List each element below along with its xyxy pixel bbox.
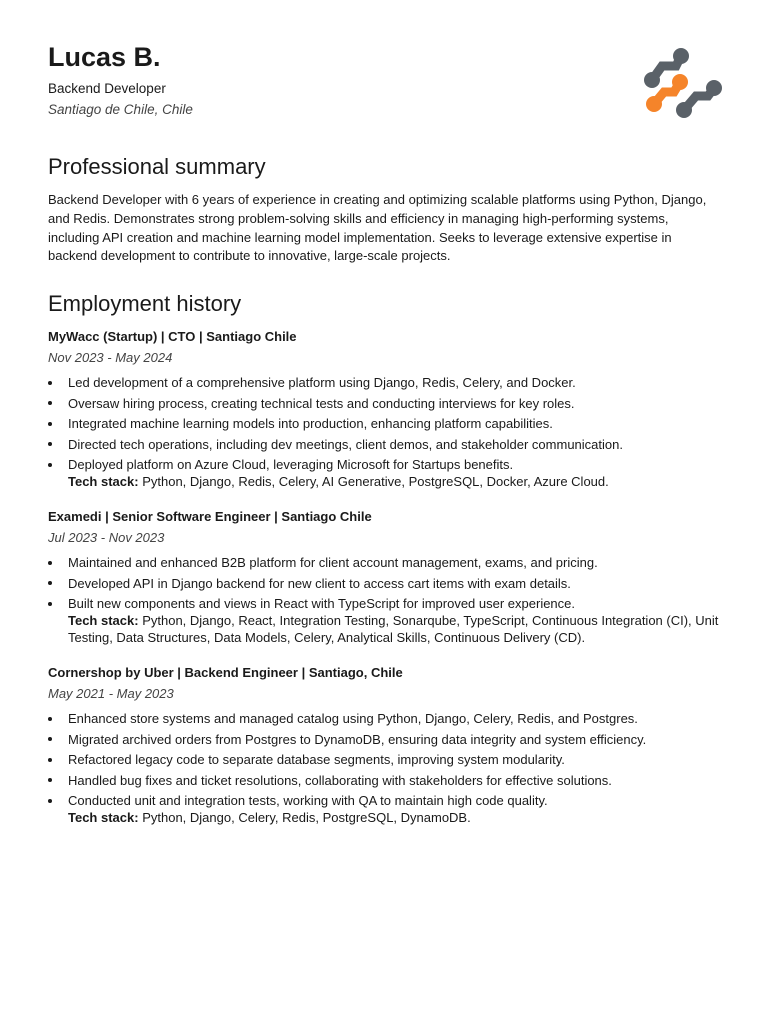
tech-stack-label: Tech stack: bbox=[68, 474, 139, 490]
job-bullet: Deployed platform on Azure Cloud, leveraging Microsoft for Startups benefits. Tech stack: Python, Django, Redis, Celery, AI Generative, PostgreSQL, Docker, Azure Cloud. bbox=[48, 456, 728, 490]
tech-stack-label: Tech stack: bbox=[68, 810, 139, 826]
job-dates: May 2021 - May 2023 bbox=[48, 686, 174, 701]
job-bullet: Directed tech operations, including dev meetings, client demos, and stakeholder communication. bbox=[48, 436, 728, 453]
job-bullet: Migrated archived orders from Postgres to DynamoDB, ensuring data integrity and system efficiency. bbox=[48, 731, 728, 748]
summary-text: Backend Developer with 6 years of experience in creating and optimizing scalable platforms using Python, Django, and Redis. Demonstrates strong problem-solving skills and efficiency in managing high-performing systems, including API creation and machine learning model implementation. Seeks to leverage extensive expertise in backend development to contribute to innovative, large-scale projects. bbox=[48, 192, 707, 264]
tech-stack-value: Python, Django, React, Integration Testing, Sonarqube, TypeScript, Continuous Integration (CI), Unit Testing, Data Structures, Data Models, Celery, Analytical Skills, Continuous Delivery (CD). bbox=[68, 613, 719, 646]
employment-heading: Employment history bbox=[48, 291, 242, 316]
job-title: Examedi | Senior Software Engineer | Santiago Chile bbox=[48, 509, 372, 524]
job-entry bbox=[48, 328, 728, 494]
job-bullet: Handled bug fixes and ticket resolutions, collaborating with stakeholders for effective solutions. bbox=[48, 772, 728, 789]
tech-stack-label: Tech stack: bbox=[68, 613, 139, 629]
resume-header bbox=[48, 0, 728, 130]
job-bullet: Refactored legacy code to separate database segments, improving system modularity. bbox=[48, 751, 728, 768]
tech-stack bbox=[68, 612, 728, 646]
job-bullet: Led development of a comprehensive platform using Django, Redis, Celery, and Docker. bbox=[48, 374, 728, 391]
job-title: Cornershop by Uber | Backend Engineer | Santiago, Chile bbox=[48, 665, 403, 680]
tech-stack-value: Python, Django, Celery, Redis, PostgreSQL, DynamoDB. bbox=[142, 810, 471, 826]
candidate-name: Lucas B. bbox=[48, 42, 161, 72]
job-entry bbox=[48, 664, 728, 830]
job-title: MyWacc (Startup) | CTO | Santiago Chile bbox=[48, 329, 297, 344]
brand-logo-icon bbox=[640, 44, 722, 120]
resume-page bbox=[48, 0, 728, 826]
job-bullet: Integrated machine learning models into production, enhancing platform capabilities. bbox=[48, 415, 728, 432]
job-bullet: Enhanced store systems and managed catalog using Python, Django, Celery, Redis, and Postgres. bbox=[48, 710, 728, 727]
tech-stack bbox=[68, 809, 728, 826]
job-entry bbox=[48, 508, 728, 650]
job-bullets bbox=[48, 554, 728, 646]
candidate-role: Backend Developer bbox=[48, 81, 166, 96]
job-dates: Nov 2023 - May 2024 bbox=[48, 350, 173, 365]
tech-stack-value: Python, Django, Redis, Celery, AI Generative, PostgreSQL, Docker, Azure Cloud. bbox=[142, 474, 609, 490]
job-bullet: Conducted unit and integration tests, working with QA to maintain high code quality. Tech stack: Python, Django, Celery, Redis, PostgreSQL, DynamoDB. bbox=[48, 792, 728, 826]
job-bullet: Maintained and enhanced B2B platform for client account management, exams, and pricing. bbox=[48, 554, 728, 571]
job-bullet: Built new components and views in React with TypeScript for improved user experience. Tech stack: Python, Django, React, Integration Testing, Sonarqube, TypeScript, Continuous Integration (CI), Unit Testing, Data Structures, Data Models, Celery, Analytical Skills, Continuous Delivery (CD). bbox=[48, 595, 728, 646]
job-bullets bbox=[48, 374, 728, 490]
job-bullet: Oversaw hiring process, creating technical tests and conducting interviews for key roles. bbox=[48, 395, 728, 412]
job-bullets bbox=[48, 710, 728, 826]
candidate-location: Santiago de Chile, Chile bbox=[48, 102, 193, 117]
job-bullet: Developed API in Django backend for new client to access cart items with exam details. bbox=[48, 575, 728, 592]
job-dates: Jul 2023 - Nov 2023 bbox=[48, 530, 165, 545]
tech-stack bbox=[68, 473, 728, 490]
summary-heading: Professional summary bbox=[48, 154, 266, 179]
